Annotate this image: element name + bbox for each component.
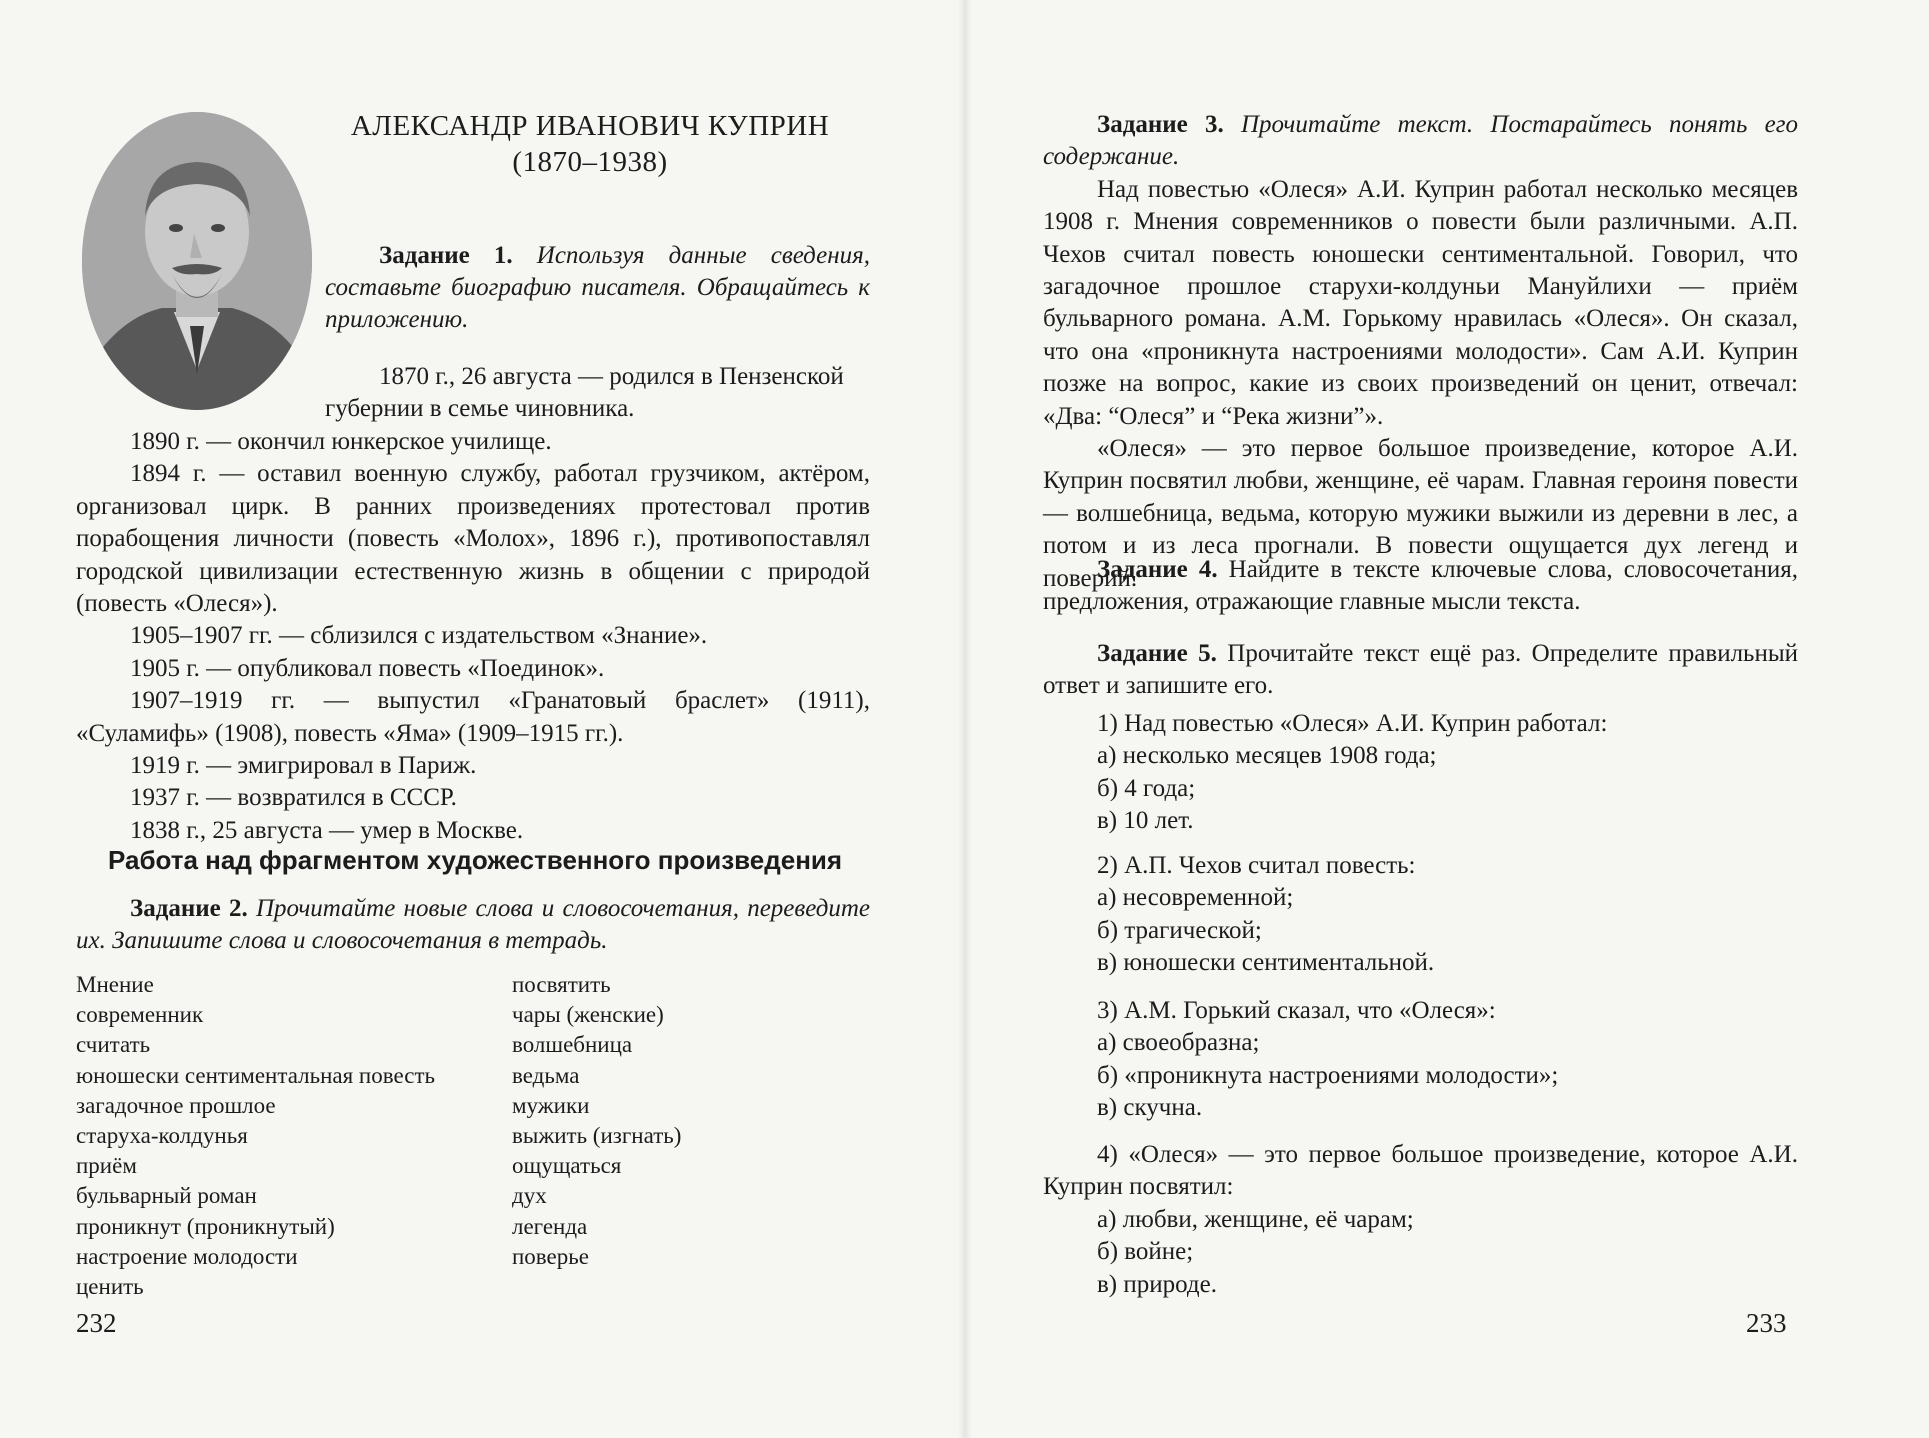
vocab-item: настроение молодости (76, 1243, 298, 1269)
vocab-item: приём (76, 1153, 137, 1179)
answer-option: в) юношески сентиментальной. (1097, 949, 1435, 977)
answer-option: а) несколько месяцев 1908 года; (1097, 742, 1437, 770)
answer-option: в) 10 лет. (1097, 807, 1194, 835)
answer-option: б) «проникнута настроениями молодости»; (1097, 1061, 1559, 1089)
question-text: 1) Над повестью «Олеся» А.И. Куприн работал: (1097, 710, 1608, 737)
vocab-item: бульварный роман (76, 1183, 257, 1209)
task-5-text: Прочитайте текст ещё раз. Определите правильный ответ и запишите его. (1043, 640, 1798, 700)
vocab-item: ведьма (512, 1062, 580, 1088)
answer-option: б) 4 года; (1097, 774, 1196, 802)
task-5-label: Задание 5. (1097, 640, 1217, 667)
task-2-text: Прочитайте новые слова и словосочетания, переведите их. Запишите слова и словосочетания в тетрадь. (76, 895, 871, 955)
vocab-item: загадочное прошлое (76, 1092, 276, 1118)
question-1 (1043, 708, 1798, 838)
vocab-item: выжить (изгнать) (512, 1123, 682, 1149)
task-2-label: Задание 2. (130, 895, 248, 922)
vocab-item: Мнение (76, 972, 154, 997)
vocab-column-1 (76, 970, 435, 1302)
answer-option: а) любви, женщине, её чарам; (1097, 1205, 1414, 1233)
task-4-label: Задание 4. (1097, 556, 1218, 583)
page-number-right: 233 (1746, 1308, 1787, 1338)
question-text: 2) А.П. Чехов считал повесть: (1097, 852, 1416, 879)
task-4-text: Найдите в тексте ключевые слова, словосочетания, предложения, отражающие главные мысли текста. (1043, 556, 1799, 616)
vocab-item: старуха-колдунья (76, 1123, 248, 1149)
vocab-item: чары (женские) (512, 1002, 664, 1028)
text-paragraph: Над повестью «Олеся» А.И. Куприн работал несколько месяцев 1908 г. Мнения современников о повести были различными. А.П. Чехов считал повесть юношески сентиментальной. Говорил, что загадочное прошлое старухи-колдуньи Мануйлихи — приём бульварного романа. А.М. Горькому нравилась «Олеся». Он сказал, что она «проникнута настроениями молодости». Сам А.И. Куприн позже на вопрос, какие из своих произведений он ценит, отвечал: «Два: “Олеся” и “Река жизни”». (1043, 175, 1798, 430)
task-3 (1043, 109, 1798, 595)
author-name: АЛЕКСАНДР ИВАНОВИЧ КУПРИН (350, 110, 830, 142)
question-3 (1043, 995, 1798, 1125)
bio-entry: 1919 г. — эмигрировал в Париж. (130, 752, 477, 780)
text-paragraph: «Олеся» — это первое большое произведение, которое А.И. Куприн посвятил любви, женщине, её чарам. Главная героиня повести — волшебница, ведьма, которую мужики выжили из деревни в лес, а потом и из леса прогнали. В повести ощущается дух легенд и поверий. (1043, 435, 1798, 592)
bio-entry: 1907–1919 гг. — выпустил «Гранатовый браслет» (1911), «Суламифь» (1908), повесть «Яма» (1909–1915 гг.). (76, 687, 870, 747)
task-3-text: Прочитайте текст. Постарайтесь понять его содержание. (1043, 111, 1799, 171)
bio-entry: 1870 г., 26 августа — родился в Пензенской губернии в семье чиновника. (325, 363, 844, 423)
vocab-item: считать (76, 1032, 151, 1058)
task-2 (76, 893, 870, 958)
vocab-item: легенда (512, 1213, 588, 1239)
task-1 (325, 240, 870, 336)
vocab-item: проникнут (проникнутый) (76, 1213, 335, 1239)
answer-option: в) природе. (1097, 1270, 1217, 1298)
answer-option: б) войне; (1097, 1238, 1194, 1266)
vocab-item: волшебница (512, 1032, 633, 1058)
answer-option: б) трагической; (1097, 916, 1262, 944)
answer-option: а) своеобразна; (1097, 1029, 1260, 1057)
right-page (965, 0, 1929, 1438)
vocab-item: дух (512, 1183, 547, 1209)
author-years: (1870–1938) (512, 146, 668, 178)
task-5 (1043, 638, 1798, 703)
task-4 (1043, 554, 1798, 619)
vocab-column-2 (512, 970, 681, 1272)
bio-entry: 1890 г. — окончил юнкерское училище. (130, 428, 552, 455)
question-4 (1043, 1139, 1798, 1301)
section-title: Работа над фрагментом художественного произведения (108, 845, 843, 875)
bio-entry: 1905 г. — опубликовал повесть «Поединок». (130, 654, 605, 682)
answer-option: а) несовременной; (1097, 884, 1294, 912)
vocab-item: современник (76, 1002, 204, 1028)
bio-entries (76, 426, 870, 847)
task-1-label: Задание 1. (379, 242, 513, 269)
vocab-item: ощущаться (512, 1153, 622, 1179)
bio-entry: 1937 г. — возвратился в СССР. (130, 784, 457, 812)
vocab-item: посвятить (512, 972, 611, 997)
vocab-item: поверье (512, 1243, 589, 1269)
task-3-label: Задание 3. (1097, 111, 1224, 138)
question-text: 4) «Олеся» — это первое большое произведение, которое А.И. Куприн посвятил: (1043, 1141, 1798, 1201)
vocab-item: ценить (76, 1274, 144, 1300)
vocab-item: юношески сентиментальная повесть (76, 1062, 435, 1088)
question-text: 3) А.М. Горький сказал, что «Олеся»: (1097, 997, 1496, 1024)
bio-entry-1870 (325, 361, 870, 426)
bio-entry: 1905–1907 гг. — сблизился с издательством «Знание». (130, 622, 708, 650)
answer-option: в) скучна. (1097, 1094, 1203, 1122)
author-portrait (82, 112, 312, 410)
question-2 (1043, 850, 1798, 980)
bio-entry: 1894 г. — оставил военную службу, работал грузчиком, актёром, организовал цирк. В ранних произведениях протестовал против порабощения личности (повесть «Молох», 1896 г.), противопоставлял городской цивилизации естественную жизнь в общении с природой (повесть «Олеся»). (76, 460, 870, 618)
vocab-item: мужики (512, 1092, 590, 1118)
task-1-text: Используя данные сведения, составьте биографию писателя. Обращайтесь к приложению. (325, 242, 871, 333)
page-number-left: 232 (76, 1308, 117, 1338)
bio-entry: 1838 г., 25 августа — умер в Москве. (130, 816, 524, 844)
